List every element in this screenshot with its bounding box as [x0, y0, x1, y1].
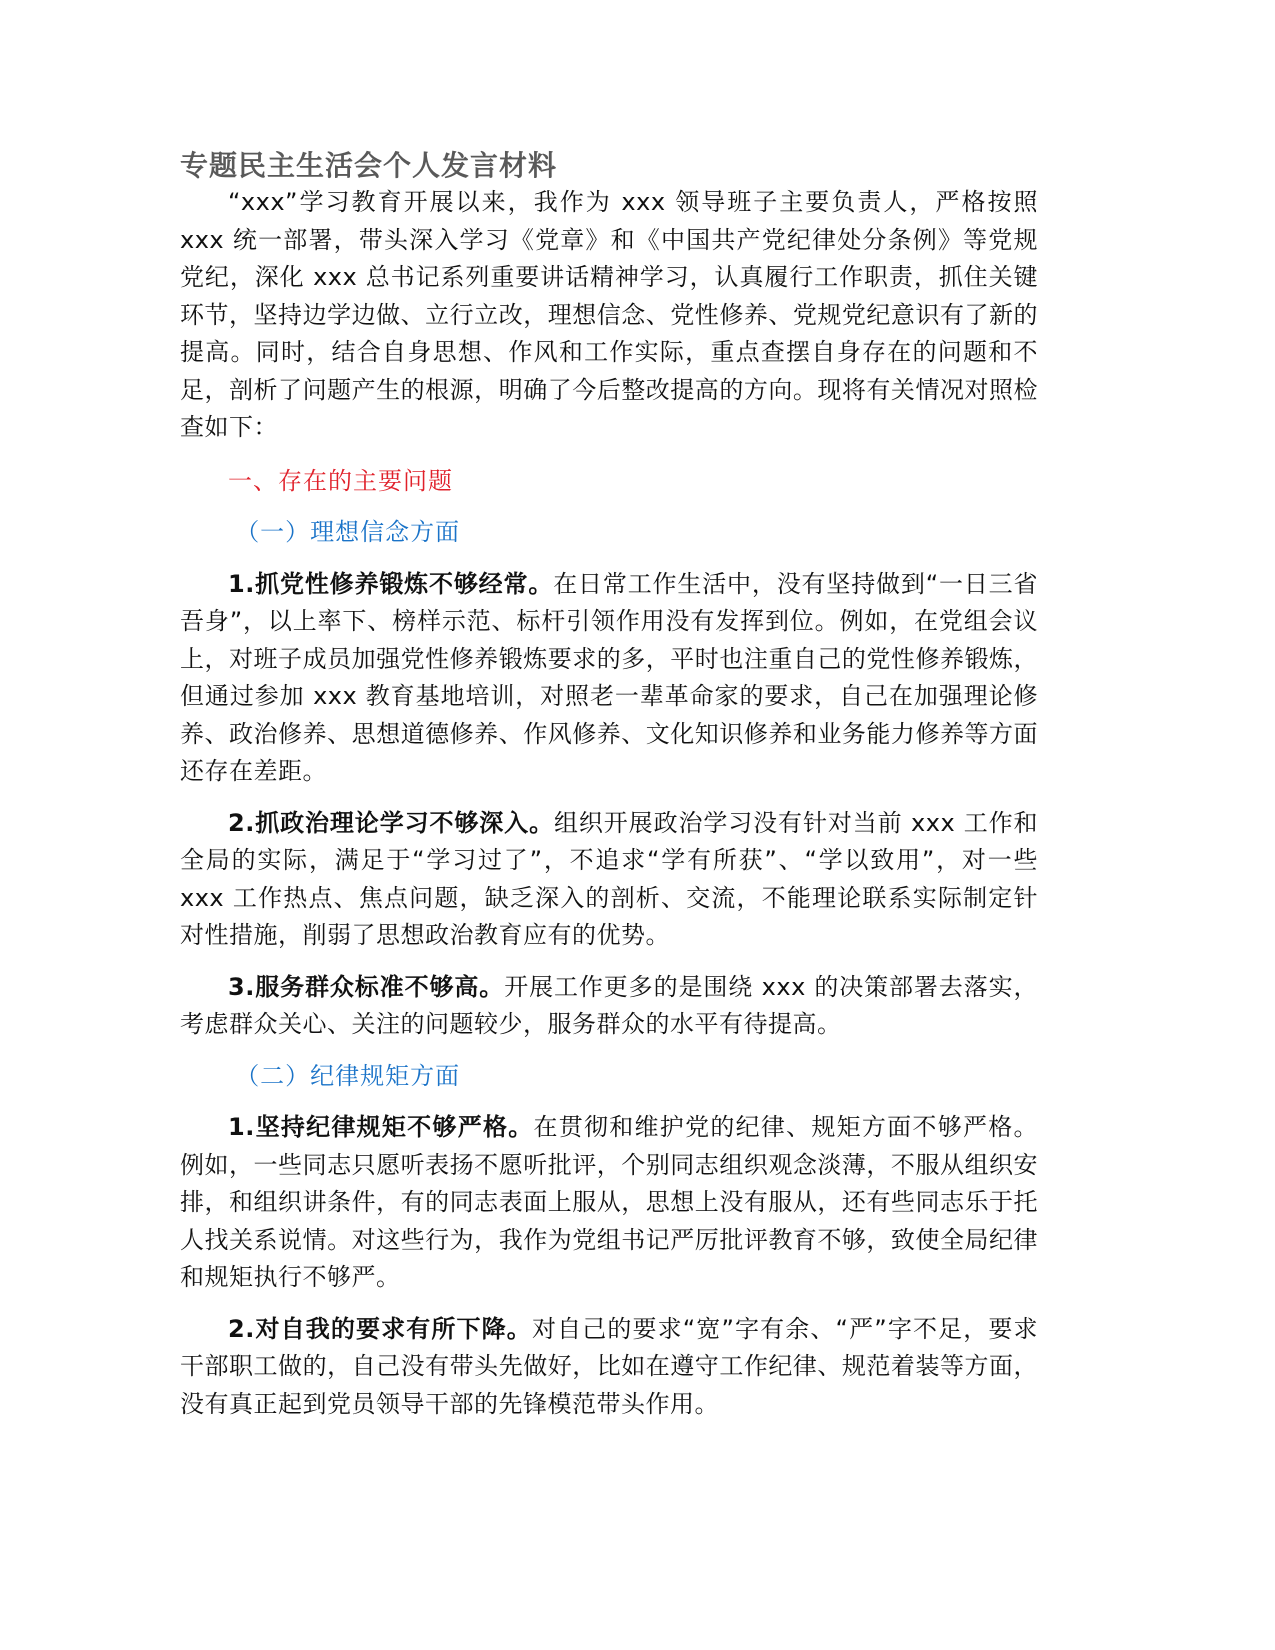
problem-item-body: 开展工作更多的是围绕 xxx 的决策部署去落实，考虑群众关心、关注的问题较少，服务群众的水平有待提高。: [180, 972, 1038, 1038]
problem-item-body: 在日常工作生活中，没有坚持做到“一日三省吾身”，以上率下、榜样示范、标杆引领作用没有发挥到位。例如，在党组会议上，对班子成员加强党性修养锻炼要求的多，平时也注重自己的党性修养锻炼，但通过参加 xxx 教育基地培训，对照老一辈革命家的要求，自己在加强理论修养、政治修养、思想道德修养、作风修养、文化知识修养和业务能力修养等方面还存在差距。: [180, 569, 1038, 785]
problem-item-lead: 1.坚持纪律规矩不够严格。: [228, 1113, 534, 1141]
problem-item-1-2: [180, 805, 1038, 955]
problem-item-lead: 1.抓党性修养锻炼不够经常。: [228, 569, 554, 598]
document-page: [180, 148, 1038, 1423]
problem-item-body: 在贯彻和维护党的纪律、规矩方面不够严格。例如，一些同志只愿听表扬不愿听批评，个别同志组织观念淡薄，不服从组织安排，和组织讲条件，有的同志表面上服从，思想上没有服从，还有些同志乐于托人找关系说情。对这些行为，我作为党组书记严厉批评教育不够，致使全局纪律和规矩执行不够严。: [180, 1113, 1038, 1291]
subsection-heading-ideals-beliefs: （一）理想信念方面: [235, 518, 461, 546]
problem-item-body: 对自己的要求“宽”字有余、“严”字不足，要求干部职工做的，自己没有带头先做好，比如在遵守工作纪律、规范着装等方面，没有真正起到党员领导干部的先锋模范带头作用。: [180, 1314, 1038, 1418]
problem-item-1-3: [180, 969, 1038, 1044]
document-title: 专题民主生活会个人发言材料: [180, 149, 558, 182]
problem-item-lead: 2.抓政治理论学习不够深入。: [228, 808, 554, 837]
subsection-heading-discipline-rules: （二）纪律规矩方面: [235, 1061, 461, 1090]
intro-paragraph: “xxx”学习教育开展以来，我作为 xxx 领导班子主要负责人，严格按照 xxx 统一部署，带头深入学习《党章》和《中国共产党纪律处分条例》等党规党纪，深化 xxx 总书记系列重要讲话精神学习，认真履行工作职责，抓住关键环节，坚持边学边做、立行立改，理想信念、党性修养、党规党纪意识有了新的提高。同时，结合自身思想、作风和工作实际，重点查摆自身存在的问题和不足，剖析了问题产生的根源，明确了今后整改提高的方向。现将有关情况对照检查如下：: [180, 188, 1038, 441]
problem-item-2-2: [180, 1311, 1038, 1424]
section-heading-main-problems: 一、存在的主要问题: [228, 466, 453, 495]
problem-item-lead: 2.对自我的要求有所下降。: [228, 1314, 532, 1343]
problem-item-2-1: [180, 1109, 1038, 1297]
problem-item-body: 组织开展政治学习没有针对当前 xxx 工作和全局的实际，满足于“学习过了”，不追求“学有所获”、“学以致用”，对一些 xxx 工作热点、焦点问题，缺乏深入的剖析、交流，不能理论联系实际制定针对性措施，削弱了思想政治教育应有的优势。: [180, 808, 1038, 949]
problem-item-1-1: [180, 566, 1038, 791]
problem-item-lead: 3.服务群众标准不够高。: [228, 972, 505, 1001]
